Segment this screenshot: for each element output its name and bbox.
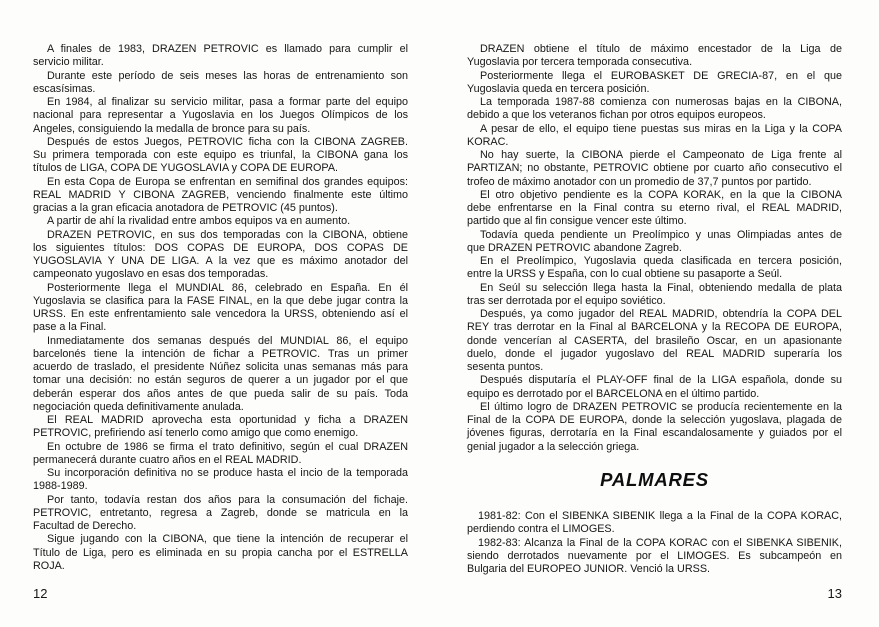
text-line: REAL MADRID Y CIBONA ZAGREB, venciendo finalmente este último — [33, 188, 408, 201]
text-line: genial jugador a la selección griega. — [467, 440, 640, 453]
paragraph — [33, 136, 408, 176]
right-page-text — [467, 43, 842, 454]
text-line: deberán esperar dos años antes de que pueda salir de su país. Toda — [33, 387, 408, 400]
text-line: que DRAZEN PETROVIC abandone Zagreb. — [467, 241, 682, 254]
text-line: perdiendo contra el LIMOGES. — [467, 523, 615, 536]
paragraph — [33, 176, 408, 216]
paragraph — [467, 255, 842, 282]
text-line: No hay suerte, la CIBONA pierde el Campeonato de Liga frente al — [480, 149, 842, 161]
text-line: nacional para representar a Yugoslavia en los Juegos Olímpicos de los — [33, 109, 408, 122]
text-line: YUGOSLAVIA Y UNA DE LIGA. A la vez que es máximo anotador del — [33, 255, 408, 267]
text-line: permanecerá durante cuatro años en el REAL MADRID. — [33, 453, 302, 466]
paragraph — [33, 494, 408, 534]
text-line: DRAZEN PETROVIC, en sus dos temporadas con la CIBONA, obtiene — [47, 228, 408, 241]
text-line: La temporada 1987-88 comienza con numerosas bajas en la CIBONA, — [480, 96, 842, 108]
text-line: sesenta puntos. — [467, 361, 544, 373]
text-line: KORAC. — [467, 135, 509, 148]
text-line: jóvenes figuras, derrotaría en la Final escandalosamente y guiados por el — [467, 427, 842, 440]
text-line: campeonato yugoslavo en esas dos temporadas. — [33, 268, 269, 281]
paragraph — [33, 441, 408, 468]
text-line: negociación queda definitivamente anulada. — [33, 400, 244, 413]
paragraph — [467, 282, 842, 309]
text-line: PARTIZAN; no obstante, PETROVIC obtiene por cuarto año consecutivo el — [467, 162, 842, 175]
text-line: Posteriormente llega el EUROBASKET DE GRECIA-87, en el que — [480, 69, 842, 82]
paragraph — [33, 229, 408, 282]
paragraph — [467, 189, 842, 229]
text-line: PETROVIC, prefiriendo así tenerlo como amigo que como enemigo. — [33, 427, 359, 440]
text-line: servicio militar. — [33, 56, 104, 69]
paragraph — [467, 123, 842, 150]
paragraph — [33, 282, 408, 335]
text-line: El REAL MADRID aprovecha esta oportunidad y ficha a DRAZEN — [47, 414, 408, 426]
text-line: Después, ya como jugador del REAL MADRID, obtendría la COPA DEL — [480, 308, 842, 320]
text-line: Después disputaría el PLAY-OFF final de la LIGA española, donde su — [480, 374, 842, 387]
text-line: REY tras derrotar en la Final al BARCELONA y la RECOPA DE EUROPA, — [467, 321, 842, 334]
paragraph — [467, 43, 842, 70]
paragraph — [467, 70, 842, 97]
paragraph — [33, 215, 408, 228]
text-line: acuerdo de traslado, el presidente Núñez solicita unas semanas más para — [33, 361, 408, 373]
paragraph — [33, 43, 408, 70]
paragraph — [467, 149, 842, 189]
paragraph — [33, 414, 408, 441]
text-line: entre la URSS y España, con lo cual obtiene su pasaporte a Seúl. — [467, 268, 783, 281]
text-line: En Seúl su selección llega hasta la Final, obteniendo medalla de plata — [480, 281, 842, 294]
text-line: barcelonés tiene la intención de fichar a PETROVIC. Tras un primer — [33, 347, 408, 360]
paragraph — [33, 467, 408, 494]
text-line: En 1984, al finalizar su servicio militar, pasa a formar parte del equipo — [47, 96, 408, 108]
text-line: tras ser derrotada por el equipo soviético. — [467, 294, 666, 307]
text-line: A finales de 1983, DRAZEN PETROVIC es llamado para cumplir el — [47, 43, 408, 55]
text-line: PETROVIC, entretanto, regresa a Zagreb, donde se matricula en la — [33, 506, 408, 519]
paragraph — [467, 229, 842, 256]
text-line: Todavía queda pendiente un Preolímpico y unas Olimpiadas antes de — [480, 228, 842, 241]
text-line: debe enfrentarse en la Final contra su eterno rival, el REAL MADRID, — [467, 202, 842, 214]
text-line: Facultad de Derecho. — [33, 520, 137, 532]
text-line: donde vencerían al CASERTA, del brasileño Oscar, en un apasionante — [467, 334, 842, 347]
text-line: Inmediatamente dos semanas después del MUNDIAL 86, el equipo — [47, 334, 408, 347]
text-line: Yugoslavia queda en tercera posición. — [467, 82, 650, 95]
text-line: debido a que los veteranos fichan por otros equipos europeos. — [467, 109, 766, 122]
paragraph — [33, 533, 408, 573]
text-line: trofeo de máximo anotador con un promedio de 37,7 puntos por partido. — [467, 175, 812, 188]
paragraph — [467, 510, 842, 537]
text-line: URSS. En este enfrentamiento sale vencedora la URSS, obteniendo así el — [33, 308, 408, 320]
text-line: Su primera temporada con este equipo es triunfal, la CIBONA gana los — [33, 149, 408, 161]
text-line: El otro objetivo pendiente es la COPA KORAK, en la que la CIBONA — [480, 188, 842, 201]
page-number-right: 13 — [827, 586, 842, 601]
text-line: El último logro de DRAZEN PETROVIC se producía recientemente en la — [480, 400, 842, 413]
palmares-list — [467, 510, 842, 576]
text-line: Angeles, consiguiendo la medalla de bronce para su país. — [33, 122, 311, 135]
paragraph — [467, 96, 842, 123]
text-line: siendo derrotados nuevamente por el LIMOGES. Es subcampeón en — [467, 549, 842, 562]
text-line: los siguientes títulos: DOS COPAS DE EUROPA, DOS COPAS DE — [33, 241, 408, 254]
text-line: Posteriormente llega el MUNDIAL 86, celebrado en España. En él — [47, 281, 408, 294]
text-line: Por tanto, todavía restan dos años para la consumación del fichaje. — [47, 493, 408, 506]
text-line: tomar una decisión: no están seguros de querer a un jugador por el que — [33, 374, 408, 387]
text-line: DRAZEN obtiene el título de máximo encestador de la Liga de — [480, 43, 842, 55]
paragraph — [467, 401, 842, 454]
text-line: Su incorporación definitiva no se produce hasta el incio de la temporada — [47, 467, 408, 479]
text-line: equipo es derrotado por el BARCELONA en el último partido. — [467, 387, 760, 400]
text-line: títulos de LIGA, COPA DE YUGOSLAVIA y COPA DE EUROPA. — [33, 162, 339, 175]
paragraph — [33, 335, 408, 415]
text-line: Título de Liga, pero es eliminada en su propia cancha por el ESTRELLA — [33, 546, 408, 559]
text-line: escasísimas. — [33, 82, 96, 95]
text-line: Después de estos Juegos, PETROVIC ficha con la CIBONA ZAGREB. — [47, 135, 408, 148]
text-line: gracias a la gran eficacia anotadora de PETROVIC (45 puntos). — [33, 202, 338, 214]
palmares-heading: PALMARES — [600, 469, 709, 490]
text-line: duelo, donde el jugador yugoslavo del REAL MADRID superaría los — [467, 347, 842, 360]
text-line: 1988-1989. — [33, 480, 88, 493]
paragraph — [467, 374, 842, 401]
paragraph — [33, 96, 408, 136]
text-line: 1981-82: Con el SIBENKA SIBENIK llega a la Final de la COPA KORAC, — [478, 510, 842, 522]
text-line: Final de la COPA DE EUROPA, donde la selección yugoslava, plagada de — [467, 414, 842, 426]
text-line: A pesar de ello, el equipo tiene puestas sus miras en la Liga y la COPA — [480, 122, 842, 135]
text-line: ROJA. — [33, 559, 65, 572]
text-line: En el Preolímpico, Yugoslavia queda clasificada en tercera posición, — [480, 255, 842, 267]
text-line: Yugoslavia por tercera temporada consecutiva. — [467, 56, 693, 69]
paragraph — [467, 308, 842, 374]
text-line: pase a la Final. — [33, 321, 107, 334]
text-line: Sigue jugando con la CIBONA, que tiene la intención de recuperar el — [47, 533, 408, 546]
text-line: 1982-83: Alcanza la Final de la COPA KORAC con el SIBENKA SIBENIK, — [478, 536, 842, 549]
text-line: En octubre de 1986 se firma el trato definitivo, según el cual DRAZEN — [47, 440, 408, 453]
text-line: A partir de ahí la rivalidad entre ambos equipos va en aumento. — [47, 215, 351, 228]
left-page-text — [33, 43, 408, 573]
text-line: partido que al fin consigue vencer este último. — [467, 215, 687, 228]
text-line: Bulgaria del EUROPEO JUNIOR. Venció la URSS. — [467, 563, 711, 575]
page-number-left: 12 — [33, 586, 48, 601]
text-line: Durante este período de seis meses las horas de entrenamiento son — [47, 69, 408, 82]
text-line: Yugoslavia se clasifica para la FASE FINAL, en la que debe jugar contra la — [33, 294, 408, 307]
text-line: En esta Copa de Europa se enfrentan en semifinal dos grandes equipos: — [47, 175, 408, 188]
paragraph — [467, 537, 842, 577]
paragraph — [33, 70, 408, 97]
